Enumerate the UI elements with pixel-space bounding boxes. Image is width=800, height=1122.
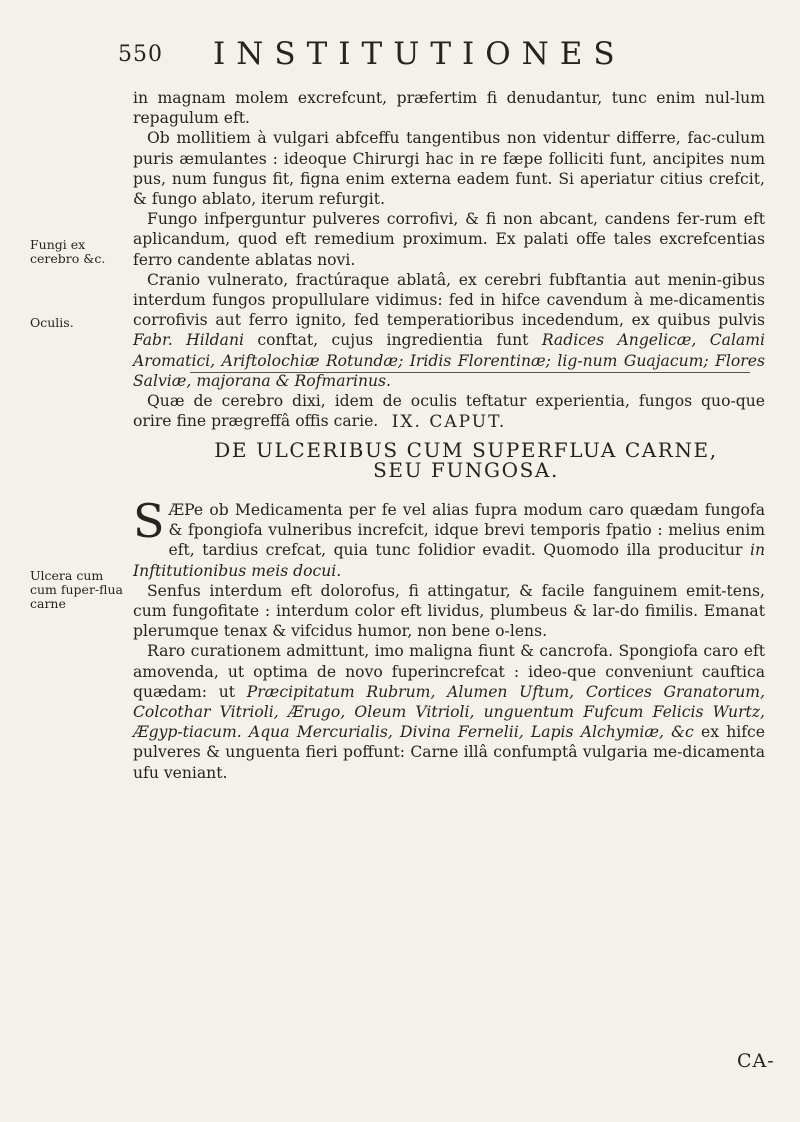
margin-note-oculis: Oculis. <box>30 315 74 330</box>
page-header <box>118 36 738 76</box>
text-span: Cranio vulnerato, fractúraque ablatâ, ex cerebri fubftantia aut menin-gibus interdum fungos propullulare vidimus: fed in hifce cavendum à me-dicamentis corrofivis aut ferro ignito, fed temperatioribus incedendum, ex quibus pulvis <box>133 270 765 330</box>
paragraph <box>133 641 765 782</box>
italic-span: Fabr. Hildani <box>133 331 244 350</box>
main-text-block-top <box>133 88 765 431</box>
paragraph: in magnam molem excrefcunt, præfertim fi denudantur, tunc enim nul-lum repagulum eft. <box>133 89 765 128</box>
margin-note-ulcera: Ulcera cum cum fuper-flua carne <box>30 568 123 611</box>
italic-span: in Inftitutionibus meis docui. <box>133 541 765 580</box>
chapter-title-line: DE ULCERIBUS CUM SUPERFLUA CARNE, <box>214 438 718 462</box>
text-span: Raro curationem admittunt, imo maligna fiunt & cancrofa. Spongiofa caro eft amovenda, ut optima de novo fuperincrefcat : ideo-que conveniunt cauftica quædam: ut <box>133 642 765 701</box>
text-span: ex hifce pulveres & unguenta fieri poffunt: Carne illâ confumptâ vulgaria me-dicamenta ufu veniant. <box>133 723 766 782</box>
paragraph: Fungo infperguntur pulveres corrofivi, & fi non abcant, candens fer-rum eft aplicandum, quod eft remedium proximum. Ex palati offe tales excrefcentias ferro candente ablatas novi. <box>133 210 765 269</box>
chapter-title <box>150 440 782 480</box>
margin-note-fungi: Fungi ex cerebro &c. <box>30 237 106 266</box>
text-span: ÆPe ob Medicamenta per fe vel alias fupra modum caro quædam fungofa & fpongiofa vulneribus increfcit, idque brevi temporis fpatio : melius enim eft, tardius crefcat, quia tunc folidior evadit. Quomodo illa producitur <box>168 501 765 560</box>
chapter-heading: IX. CAPUT. <box>391 412 507 432</box>
drop-cap: S <box>133 494 165 548</box>
main-text-block-bottom <box>133 494 766 783</box>
catchword: CA- <box>737 1050 775 1072</box>
running-title: INSTITUTIONES <box>213 36 626 72</box>
paragraph <box>133 494 765 581</box>
chapter-title-line: SEU FUNGOSA. <box>373 458 559 482</box>
paragraph: Quæ de cerebro dixi, idem de oculis teftatur experientia, fungos quo-que orire fine prægreffâ offis carie. <box>133 392 765 431</box>
italic-span: Præcipitatum Rubrum, Alumen Uftum, Cortices Granatorum, Colcothar Vitrioli, Ærugo, Oleum Vitrioli, unguentum Fufcum Felicis Wurtz, Ægyp-tiacum. Aqua Mercurialis, Divina Fernelii, Lapis Alchymiæ, &c <box>133 682 765 742</box>
section-divider <box>190 372 750 373</box>
italic-span: Radices Angelicæ, Calami Aromatici, Ariftolochiæ Rotundæ; Iridis Florentinæ; lig-num Guajacum; Flores Salviæ, majorana & Rofmarinus. <box>133 331 766 390</box>
text-span: conftat, cujus ingredientia funt <box>244 331 542 350</box>
paragraph: Senfus interdum eft dolorofus, fi attingatur, & facile fanguinem emit-tens, cum fungofitate : interdum color eft lividus, plumbeus & lar-do fimilis. Emanat plerumque tenax & vifcidus humor, non bene o-lens. <box>133 581 765 641</box>
paragraph: Ob mollitiem à vulgari abfceffu tangentibus non videntur differre, fac-culum puris æmulantes : ideoque Chirurgi hac in re fæpe folliciti funt, ancipites num pus, num fungus fit, figna enim externa eadem funt. Si aperiatur citius crefcit, & fungo ablato, iterum refurgit. <box>133 129 765 209</box>
page-number: 550 <box>118 42 163 67</box>
